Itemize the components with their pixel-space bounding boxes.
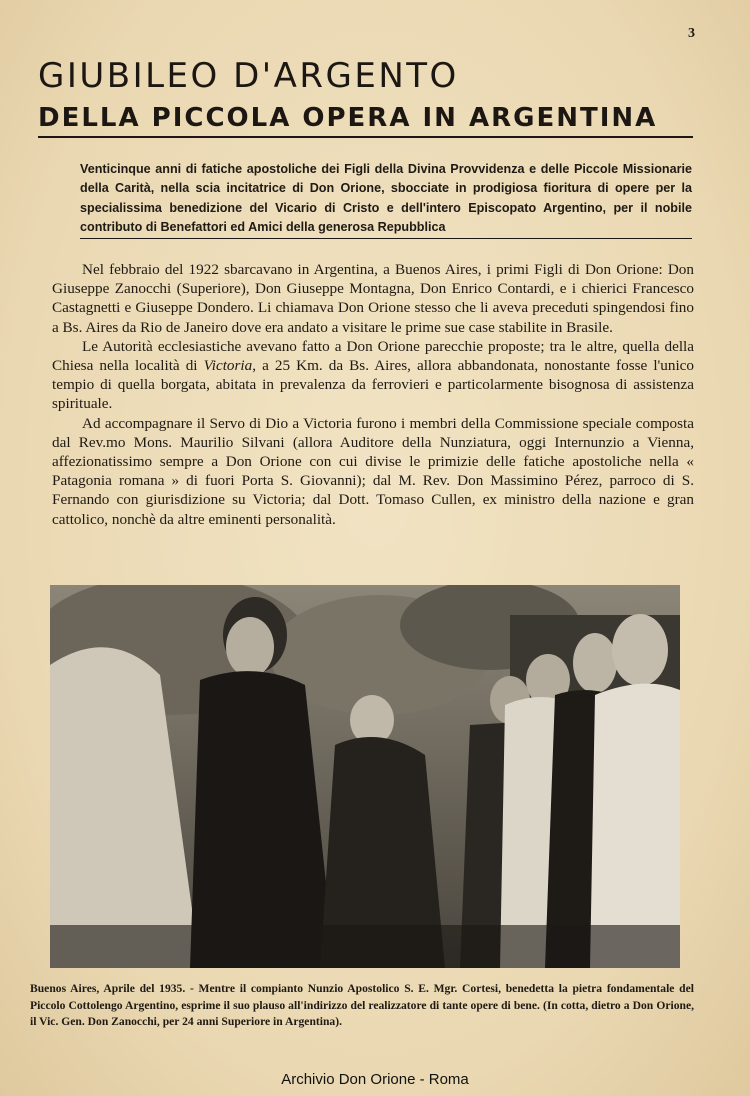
archive-watermark: Archivio Don Orione - Roma [281, 1071, 469, 1088]
article-body [52, 260, 694, 529]
victoria-italic: Victoria [203, 357, 253, 375]
paragraph-1: Nel febbraio del 1922 sbarcavano in Argentina, a Buenos Aires, i primi Figli di Don Orione: Don Giuseppe Zanocchi (Superiore), Don Giuseppe Montagna, Don Enrico Contardi, e i chierici Francesco Castagnetti e Giuseppe Dondero. Li chiamava Don Orione stesso che li aveva preceduti spingendosi fino a Bs. Aires da Rio de Janeiro dove era andato a visitare le prime sue case stabilite in Brasile. [52, 261, 694, 336]
article-intro: Venticinque anni di fatiche apostoliche dei Figli della Divina Provvidenza e delle Piccole Missionarie della Carità, nella scia incitatrice di Don Orione, sbocciate in prodigiosa fioritura di opere per la specialissima benedizione del Vicario di Cristo e dell'intero Episcopato Argentino, per il nobile contributo di Benefattori ed Amici della generosa Repubblica [80, 160, 692, 239]
article-title-line-2: DELLA PICCOLA OPERA IN ARGENTINA [38, 102, 693, 138]
page-number: 3 [688, 26, 695, 41]
ceremony-photo [50, 585, 680, 968]
paragraph-2 [52, 337, 694, 414]
paragraph-3: Ad accompagnare il Servo di Dio a Victoria furono i membri della Commissione speciale composta dal Rev.mo Mons. Maurilio Silvani (allora Auditore della Nunziatura, oggi Internunzio a Vienna, affezionatissimo sempre a Don Orione con cui divise le primizie delle fatiche apostoliche nella « Patagonia romana » di fuori Porta S. Giovanni); dal M. Rev. Don Massimino Pérez, parroco di S. Fernando con giurisdizione su Victoria; dal Dott. Tomaso Cullen, ex ministro della nazione e gran cattolico, nonchè da altre eminenti personalità. [52, 414, 694, 528]
paragraph-2-end: , a 25 Km. da Bs. Aires, allora abbandonata, nonostante fosse l'unico tempio di quella borgata, abitata in prevalenza da ferrovieri e particolarmente bisognosa di assistenza spirituale. [52, 357, 695, 413]
article-title-line-1: GIUBILEO D'ARGENTO [38, 56, 459, 96]
paragraph-2-start: Le Autorità ecclesiastiche avevano fatto a Don Orione parecchie proposte; tra le altre, quella della Chiesa nella località di [52, 337, 694, 375]
photo-caption: Buenos Aires, Aprile del 1935. - Mentre il compianto Nunzio Apostolico S. E. Mgr. Cortesi, benedetta la pietra fondamentale del Piccolo Cottolengo Argentino, esprime il suo plauso all'indirizzo del realizzatore di tante opere di bene. (In cotta, dietro a Don Orione, il Vic. Gen. Don Zanocchi, per 24 anni Superiore in Argentina). [30, 982, 694, 1028]
